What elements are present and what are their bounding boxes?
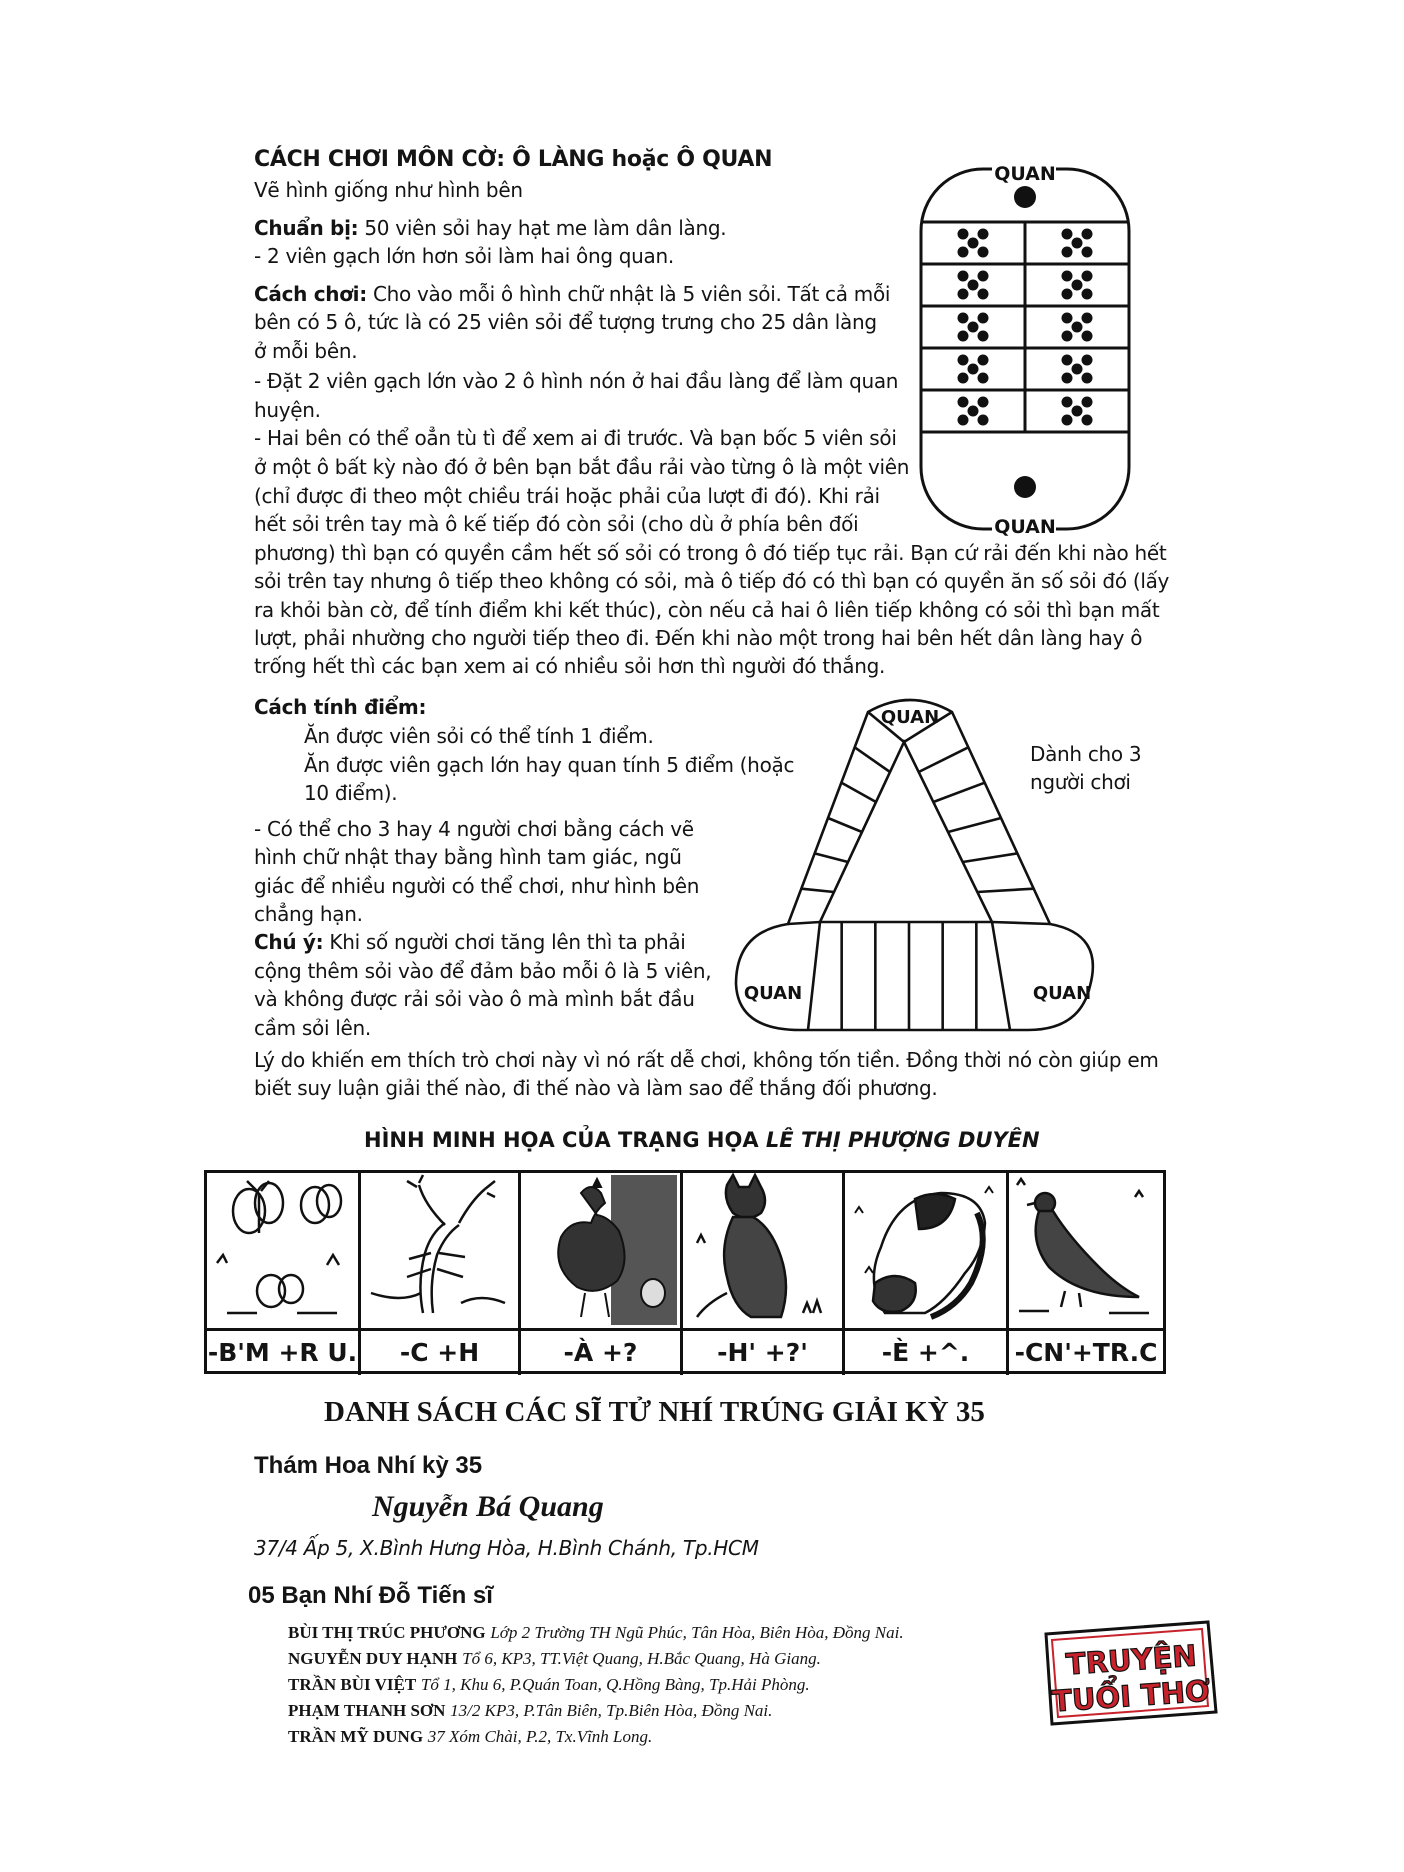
- reason-line-0: Lý do khiến em thích trò chơi này vì nó rất dễ chơi, không tốn tiền. Đồng thời nó còn giúp em: [254, 1048, 1159, 1072]
- play-line-0: [254, 280, 890, 308]
- prep-line-1: [254, 214, 726, 242]
- play-line-8: hết sỏi trên tay mà ô kế tiếp đó còn sỏi (cho dù ở phía bên đối: [254, 512, 859, 536]
- board-quan-bottom-label: QUAN: [994, 516, 1056, 538]
- pebble: [1062, 415, 1073, 426]
- pebble: [1082, 271, 1093, 282]
- triangle-caption-1: Dành cho 3: [1030, 742, 1142, 766]
- pebble: [1082, 415, 1093, 426]
- pebble: [1062, 247, 1073, 258]
- play-line-2: ở mỗi bên.: [254, 339, 358, 363]
- note-line-3: cầm sỏi lên.: [254, 1016, 371, 1040]
- pebble: [1082, 397, 1093, 408]
- pebble: [1072, 280, 1083, 291]
- list-title: 05 Bạn Nhí Đỗ Tiến sĩ: [248, 1582, 493, 1609]
- pebble: [978, 355, 989, 366]
- pebble: [1082, 229, 1093, 240]
- pebble: [1082, 247, 1093, 258]
- pebble: [978, 313, 989, 324]
- play-line-12: lượt, phải nhường cho người tiếp theo đi. Đến khi nào một trong hai bên hết dân làng hay ô: [254, 626, 1143, 650]
- puzzle-header: [364, 1128, 1040, 1152]
- pebble: [978, 415, 989, 426]
- top-winner-name: Nguyễn Bá Quang: [372, 1490, 604, 1523]
- pebble: [1062, 373, 1073, 384]
- winner-row: [288, 1620, 904, 1646]
- board-diagram: [916, 156, 1134, 546]
- play-line-11: ra khỏi bàn cờ, để tính điểm khi kết thúc), còn nếu cả hai ô liên tiếp không có sỏi thì bạn mất: [254, 598, 1160, 622]
- pebble: [1062, 355, 1073, 366]
- winner-address: 37 Xóm Chài, P.2, Tx.Vĩnh Long.: [427, 1727, 653, 1746]
- play-line-6: ở một ô bất kỳ nào đó ở bên bạn bắt đầu rải vào từng ô là một viên: [254, 455, 910, 479]
- winner-address: 13/2 KP3, P.Tân Biên, Tp.Biên Hòa, Đồng Nai.: [450, 1701, 773, 1720]
- multi-line-3: chẳng hạn.: [254, 902, 363, 926]
- puzzle-strip: [204, 1170, 1166, 1374]
- logo-line-2: TUỔI THƠ: [1051, 1673, 1212, 1719]
- play-label: Cách chơi:: [254, 282, 367, 306]
- prep-text: 50 viên sỏi hay hạt me làm dân làng.: [358, 216, 727, 240]
- top-winner-address: 37/4 Ấp 5, X.Bình Hưng Hòa, H.Bình Chánh, Tp.HCM: [254, 1536, 759, 1560]
- puzzle-clue-3: -À +?: [521, 1331, 683, 1375]
- triangle-cell-divider: [933, 783, 984, 802]
- puzzle-header-prefix: HÌNH MINH HỌA CỦA TRẠNG HỌA: [364, 1128, 766, 1152]
- pebble: [1062, 229, 1073, 240]
- multi-line-2: giác để nhiều người có thể chơi, như hình bên: [254, 874, 700, 898]
- play-text: Cho vào mỗi ô hình chữ nhật là 5 viên sỏi. Tất cả mỗi: [366, 282, 891, 306]
- pebble: [1072, 238, 1083, 249]
- winner-name: TRẦN BÙI VIỆT: [288, 1675, 417, 1694]
- pebble: [978, 271, 989, 282]
- pebble: [958, 373, 969, 384]
- pebble: [978, 331, 989, 342]
- pebble: [1062, 331, 1073, 342]
- pebble: [1082, 289, 1093, 300]
- quan-stone-bottom: [1014, 476, 1036, 498]
- note-line-1: cộng thêm sỏi vào để đảm bảo mỗi ô là 5 viên,: [254, 959, 712, 983]
- pebble: [1072, 406, 1083, 417]
- board-grid: [921, 222, 1129, 432]
- winner-name: TRẦN MỸ DUNG: [288, 1727, 424, 1746]
- pebble: [968, 280, 979, 291]
- winners-heading: DANH SÁCH CÁC SĨ TỬ NHÍ TRÚNG GIẢI KỲ 35: [324, 1396, 985, 1428]
- triangle-cell-divider: [815, 853, 848, 862]
- pebble: [968, 364, 979, 375]
- reason-line-1: biết suy luận giải thế nào, đi thế nào và làm sao để thắng đối phương.: [254, 1076, 938, 1100]
- puzzle-clue-5: -È +^.: [845, 1331, 1009, 1375]
- pebble: [958, 415, 969, 426]
- pebble: [958, 247, 969, 258]
- quan-divider: [808, 922, 820, 1030]
- board-quan-top-label: QUAN: [994, 163, 1056, 185]
- rules-intro: Vẽ hình giống như hình bên: [254, 178, 523, 202]
- prep-label: Chuẩn bị:: [254, 216, 359, 240]
- rooster-icon: [521, 1173, 679, 1327]
- triangle-cell-divider: [801, 889, 834, 892]
- pebble: [958, 229, 969, 240]
- note-text: Khi số người chơi tăng lên thì ta phải: [323, 930, 686, 954]
- pebble: [1082, 313, 1093, 324]
- logo-line-1: TRUYỆN: [1064, 1638, 1198, 1682]
- quan-stone-top: [1014, 186, 1036, 208]
- rules-title: CÁCH CHƠI MÔN CỜ: Ô LÀNG hoặc Ô QUAN: [254, 147, 773, 172]
- pebble: [968, 322, 979, 333]
- note-line-0: [254, 928, 686, 956]
- note-line-2: và không được rải sỏi vào ô mà mình bắt đầu: [254, 987, 695, 1011]
- pebble: [1072, 322, 1083, 333]
- play-line-10: sỏi trên tay nhưng ô tiếp theo không có sỏi, mà ô tiếp đó có thì bạn có quyền ăn số sỏi đó (lấy: [254, 569, 1170, 593]
- winner-name: PHẠM THANH SƠN: [288, 1701, 446, 1720]
- winner-row: [288, 1698, 772, 1724]
- winner-row: [288, 1724, 652, 1750]
- butterfly-icon: [207, 1173, 357, 1327]
- triangle-quan-top-label: QUAN: [880, 707, 940, 728]
- play-line-3: - Đặt 2 viên gạch lớn vào 2 ô hình nón ở hai đầu làng để làm quan: [254, 369, 899, 393]
- pigeon-icon: [1009, 1173, 1163, 1327]
- triangle-cell-divider: [919, 747, 969, 772]
- quan-divider: [992, 922, 1010, 1030]
- triangle-quan-right-label: QUAN: [1032, 983, 1092, 1004]
- pebble: [978, 229, 989, 240]
- cat-icon: [683, 1173, 841, 1327]
- top-winner-title: Thám Hoa Nhí kỳ 35: [254, 1452, 483, 1479]
- pebble: [958, 313, 969, 324]
- truyen-tuoi-tho-logo: [1040, 1616, 1218, 1728]
- pebble: [958, 355, 969, 366]
- pebble: [958, 289, 969, 300]
- triangle-cell-divider: [841, 783, 876, 802]
- pebble: [1062, 397, 1073, 408]
- prep-line-2: - 2 viên gạch lớn hơn sỏi làm hai ông quan.: [254, 244, 674, 268]
- score-line-2: 10 điểm).: [304, 781, 398, 805]
- play-line-9: phương) thì bạn có quyền cầm hết số sỏi có trong ô đó tiếp tục rải. Bạn cứ rải đến khi nào hết: [254, 541, 1167, 565]
- triangle-cell-divider: [977, 889, 1033, 892]
- sleeping-cat-icon: [845, 1173, 1005, 1327]
- play-line-1: bên có 5 ô, tức là có 25 viên sỏi để tượng trưng cho 25 dân làng: [254, 310, 877, 334]
- pebble: [1082, 355, 1093, 366]
- multi-line-0: - Có thể cho 3 hay 4 người chơi bằng cách vẽ: [254, 817, 694, 841]
- pebble: [968, 238, 979, 249]
- pebble: [1072, 364, 1083, 375]
- play-line-4: huyện.: [254, 398, 321, 422]
- pebble: [968, 406, 979, 417]
- pebble: [1062, 289, 1073, 300]
- play-line-13: trống hết thì các bạn xem ai có nhiều sỏi hơn thì người đó thắng.: [254, 654, 886, 678]
- winner-address: Tổ 6, KP3, TT.Việt Quang, H.Bắc Quang, Hà Giang.: [462, 1649, 821, 1668]
- puzzle-clue-2: -C +H: [361, 1331, 521, 1375]
- note-label: Chú ý:: [254, 930, 324, 954]
- puzzle-clue-6: -CN'+TR.C: [1014, 1338, 1158, 1367]
- pebble: [978, 289, 989, 300]
- puzzle-clue-1: -B'M +R U.: [207, 1331, 361, 1375]
- score-line-0: Ăn được viên sỏi có thể tính 1 điểm.: [304, 724, 654, 748]
- pebble: [958, 397, 969, 408]
- pebble: [1062, 313, 1073, 324]
- triangle-cell-divider: [828, 818, 862, 832]
- score-line-1: Ăn được viên gạch lớn hay quan tính 5 điểm (hoặc: [304, 753, 795, 777]
- score-label: Cách tính điểm:: [254, 695, 427, 719]
- winner-row: [288, 1672, 810, 1698]
- triangle-caption-2: người chơi: [1030, 770, 1131, 794]
- winner-address: Tổ 1, Khu 6, P.Quán Toan, Q.Hồng Bàng, Tp.Hải Phòng.: [420, 1675, 810, 1694]
- triangle-cell-divider: [948, 818, 1001, 832]
- pebble: [958, 271, 969, 282]
- winner-name: NGUYỄN DUY HẠNH: [288, 1649, 458, 1668]
- pebble: [978, 373, 989, 384]
- pebble: [958, 331, 969, 342]
- play-line-5: - Hai bên có thể oẳn tù tì để xem ai đi trước. Và bạn bốc 5 viên sỏi: [254, 426, 897, 450]
- quan-divider: [992, 922, 1050, 924]
- pebble: [1082, 373, 1093, 384]
- pebble: [978, 247, 989, 258]
- winner-address: Lớp 2 Trường TH Ngũ Phúc, Tân Hòa, Biên Hòa, Đồng Nai.: [490, 1623, 904, 1642]
- puzzle-header-artist: LÊ THỊ PHƯỢNG DUYÊN: [765, 1128, 1040, 1152]
- winner-row: [288, 1646, 821, 1672]
- triangle-cell-divider: [963, 853, 1018, 862]
- quan-divider: [788, 922, 820, 924]
- multi-line-1: hình chữ nhật thay bằng hình tam giác, ngũ: [254, 845, 682, 869]
- pebble: [1082, 331, 1093, 342]
- pebble: [978, 397, 989, 408]
- puzzle-clue-4: -H' +?': [683, 1331, 845, 1375]
- lobster-icon: [361, 1173, 517, 1327]
- play-line-7: (chỉ được đi theo một chiều trái hoặc phải của lượt đi đó). Khi rải: [254, 484, 880, 508]
- winner-name: BÙI THỊ TRÚC PHƯƠNG: [288, 1623, 486, 1642]
- pebble: [1062, 271, 1073, 282]
- triangle-quan-left-label: QUAN: [743, 983, 803, 1004]
- triangle-cell-divider: [855, 747, 890, 772]
